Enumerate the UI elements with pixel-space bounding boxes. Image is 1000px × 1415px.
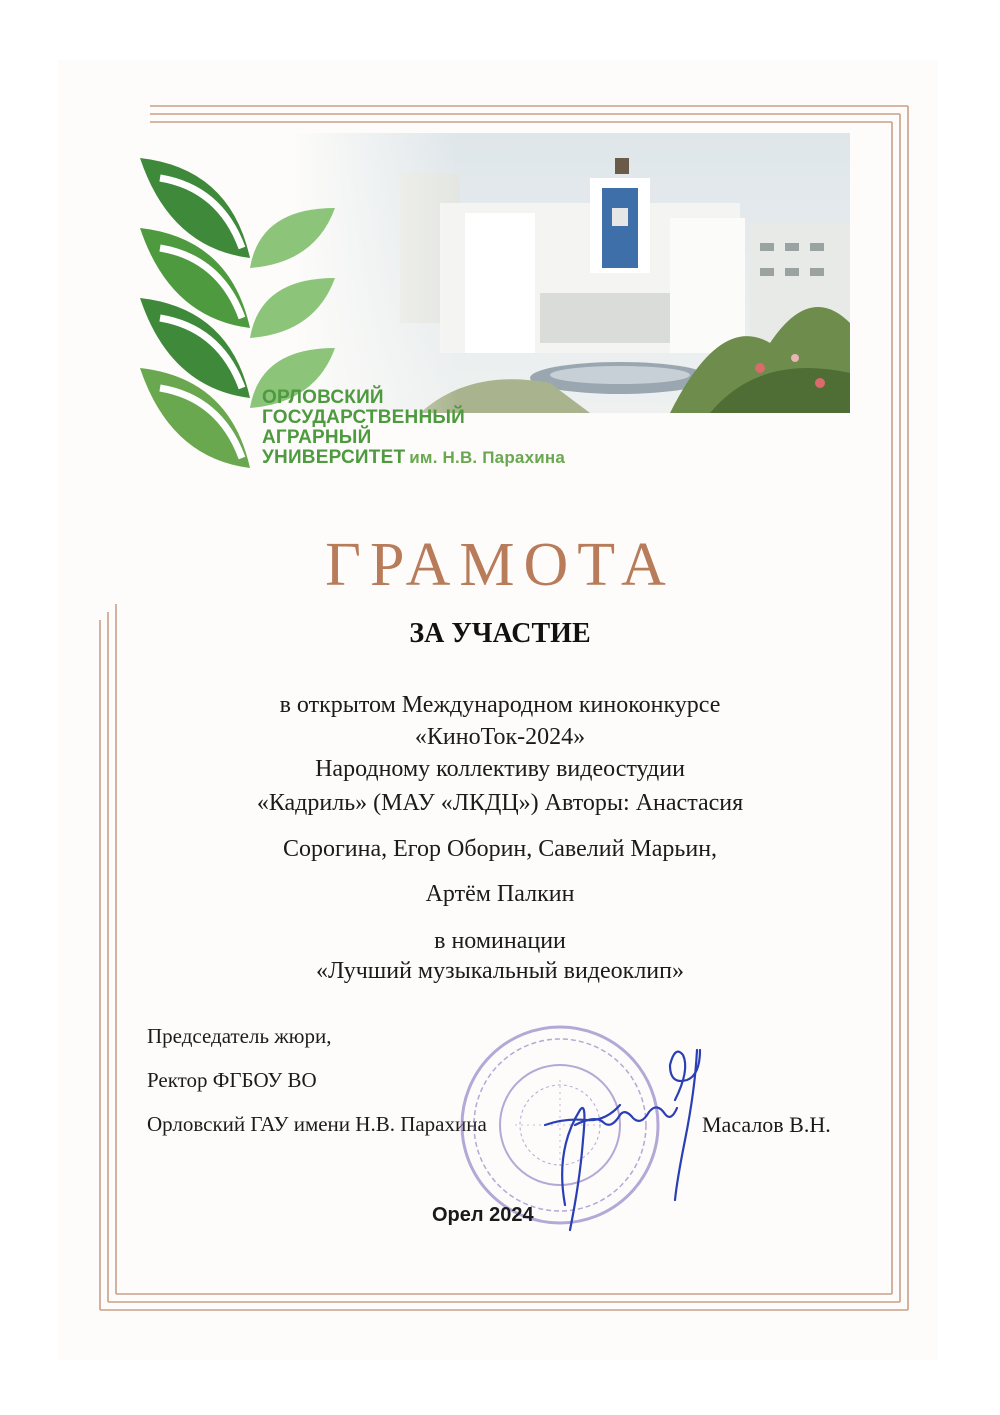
certificate-title: ГРАМОТА — [325, 531, 675, 599]
rector-signature — [525, 1030, 725, 1240]
university-name-line-1: ОРЛОВСКИЙ — [262, 387, 384, 408]
university-name-line-2: ГОСУДАРСТВЕННЫЙ — [262, 407, 466, 428]
body-line-nomination-label: в номинации — [434, 928, 566, 954]
university-name-suffix: им. Н.В. Парахина — [409, 448, 566, 467]
university-name-line-4 — [262, 448, 565, 468]
signatory-position-3: Орловский ГАУ имени Н.В. Парахина — [147, 1112, 487, 1136]
signatory-name: Масалов В.Н. — [702, 1112, 831, 1137]
university-name-line-3: АГРАРНЫЙ — [262, 427, 372, 448]
body-line-studio-authors: «Кадриль» (МАУ «ЛКДЦ») Авторы: Анастасия — [256, 790, 744, 816]
certificate-subtitle: ЗА УЧАСТИЕ — [409, 618, 591, 649]
body-line-authors: Сорогина, Егор Оборин, Савелий Марьин, — [282, 836, 718, 862]
university-building-photo — [290, 133, 850, 413]
city-year: Орел 2024 — [432, 1204, 534, 1226]
signatory-position-2: Ректор ФГБОУ ВО — [147, 1068, 317, 1092]
university-name-word: УНИВЕРСИТЕТ — [262, 447, 406, 468]
body-line-contest: в открытом Международном киноконкурсе — [279, 692, 721, 718]
body-line-festival: «КиноТок-2024» — [414, 724, 586, 750]
signatory-position-1: Председатель жюри, — [147, 1024, 332, 1048]
body-line-nomination: «Лучший музыкальный видеоклип» — [316, 958, 684, 984]
body-line-author-last: Артём Палкин — [425, 881, 575, 907]
university-name — [262, 388, 565, 468]
body-line-collective: Народному коллективу видеостудии — [315, 756, 685, 782]
